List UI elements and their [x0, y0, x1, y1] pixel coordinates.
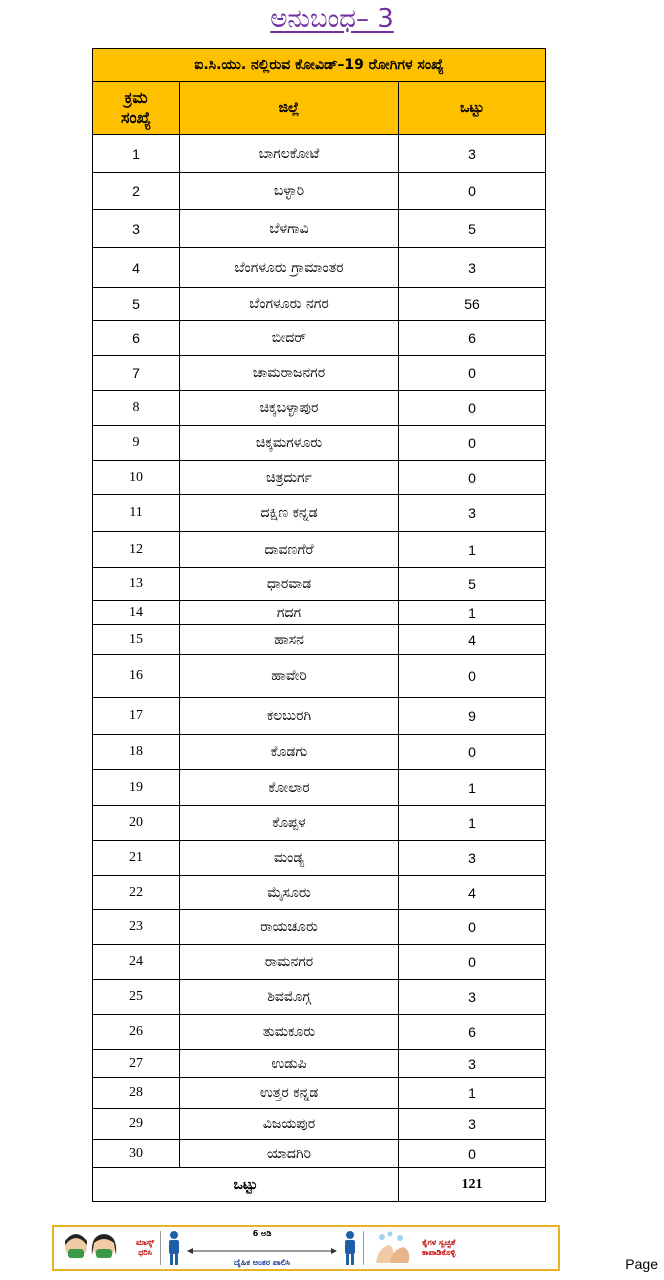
- district-cell: ದಕ್ಷಿಣ ಕನ್ನಡ: [180, 495, 399, 532]
- masked-faces-icon: [60, 1229, 130, 1267]
- count-cell: 1: [399, 532, 546, 568]
- district-cell: ಶಿವಮೊಗ್ಗ: [180, 980, 399, 1015]
- table-row: [93, 426, 546, 461]
- table-row: [93, 1050, 546, 1078]
- district-cell: ಕೊಪ್ಪಳ: [180, 806, 399, 841]
- table-row: [93, 1078, 546, 1109]
- table-row: [93, 135, 546, 173]
- serial-cell: 4: [93, 248, 180, 288]
- serial-cell: 13: [93, 568, 180, 601]
- distance-value: 6 ಅಡಿ: [252, 1228, 272, 1238]
- district-cell: ಬಾಗಲಕೋಟೆ: [180, 135, 399, 173]
- table-row: [93, 210, 546, 248]
- district-cell: ದಾವಣಗೆರೆ: [180, 532, 399, 568]
- district-cell: ಗದಗ: [180, 601, 399, 625]
- district-cell: ತುಮಕೂರು: [180, 1015, 399, 1050]
- mask-text-line1: ಮಾಸ್ಕ್: [136, 1238, 155, 1247]
- count-cell: 9: [399, 698, 546, 735]
- district-cell: ಬೆಳಗಾವಿ: [180, 210, 399, 248]
- serial-cell: 29: [93, 1109, 180, 1140]
- serial-cell: 22: [93, 876, 180, 910]
- count-cell: 56: [399, 288, 546, 321]
- district-cell: ಯಾದಗಿರಿ: [180, 1140, 399, 1168]
- serial-cell: 3: [93, 210, 180, 248]
- district-cell: ಧಾರವಾಡ: [180, 568, 399, 601]
- table-row: [93, 625, 546, 655]
- serial-header: [93, 82, 180, 135]
- table-row: [93, 356, 546, 391]
- serial-cell: 9: [93, 426, 180, 461]
- serial-cell: 18: [93, 735, 180, 770]
- district-cell: ಉಡುಪಿ: [180, 1050, 399, 1078]
- district-cell: ಉತ್ತರ ಕನ್ನಡ: [180, 1078, 399, 1109]
- person-left-icon: [167, 1230, 181, 1266]
- serial-cell: 5: [93, 288, 180, 321]
- banner-divider: [160, 1231, 161, 1265]
- count-cell: 0: [399, 945, 546, 980]
- serial-cell: 8: [93, 391, 180, 426]
- count-cell: 3: [399, 841, 546, 876]
- page-title: ಅನುಬಂಧ– 3: [270, 4, 394, 34]
- serial-cell: 27: [93, 1050, 180, 1078]
- count-cell: 0: [399, 391, 546, 426]
- table-row: [93, 980, 546, 1015]
- count-cell: 0: [399, 426, 546, 461]
- district-cell: ಚಿಕ್ಕಬಳ್ಳಾಪುರ: [180, 391, 399, 426]
- serial-cell: 26: [93, 1015, 180, 1050]
- count-cell: 6: [399, 321, 546, 356]
- table-row: [93, 461, 546, 495]
- district-cell: ಕೊಡಗು: [180, 735, 399, 770]
- serial-cell: 30: [93, 1140, 180, 1168]
- serial-cell: 23: [93, 910, 180, 945]
- district-cell: ಮಂಡ್ಯ: [180, 841, 399, 876]
- table-row: [93, 841, 546, 876]
- district-cell: ಬೀದರ್: [180, 321, 399, 356]
- district-header: ಜಿಲ್ಲೆ: [180, 82, 399, 135]
- table-row: [93, 248, 546, 288]
- serial-cell: 21: [93, 841, 180, 876]
- district-cell: ರಾಯಚೂರು: [180, 910, 399, 945]
- count-cell: 0: [399, 461, 546, 495]
- count-cell: 0: [399, 356, 546, 391]
- mask-text: [136, 1238, 154, 1258]
- serial-cell: 10: [93, 461, 180, 495]
- district-cell: ಬೆಂಗಳೂರು ನಗರ: [180, 288, 399, 321]
- district-cell: ಚಾಮರಾಜನಗರ: [180, 356, 399, 391]
- handwash-section: [370, 1227, 455, 1269]
- serial-cell: 7: [93, 356, 180, 391]
- count-cell: 1: [399, 601, 546, 625]
- handwash-text-line2: ಕಾಪಾಡಿಕೊಳ್ಳಿ: [422, 1248, 456, 1257]
- handwash-text: [422, 1238, 455, 1258]
- count-cell: 5: [399, 568, 546, 601]
- table-row: [93, 391, 546, 426]
- count-cell: 0: [399, 910, 546, 945]
- serial-cell: 12: [93, 532, 180, 568]
- table-row: [93, 910, 546, 945]
- table-row: [93, 698, 546, 735]
- table-row: [93, 601, 546, 625]
- serial-header-line2: ಸಂಖ್ಯೆ: [120, 108, 152, 127]
- table-row: [93, 655, 546, 698]
- distance-text: ದೈಹಿಕ ಅಂತರ ಪಾಲಿಸಿ: [234, 1257, 291, 1267]
- district-cell: ಚಿತ್ರದುರ್ಗ: [180, 461, 399, 495]
- distance-indicator: [187, 1229, 337, 1268]
- district-cell: ಹಾಸನ: [180, 625, 399, 655]
- double-arrow-icon: [187, 1248, 337, 1254]
- district-cell: ಕಲಬುರಗಿ: [180, 698, 399, 735]
- serial-cell: 24: [93, 945, 180, 980]
- table-row: [93, 173, 546, 210]
- count-cell: 3: [399, 495, 546, 532]
- count-cell: 1: [399, 770, 546, 806]
- total-header: ಒಟ್ಟು: [399, 82, 546, 135]
- district-cell: ಬಳ್ಳಾರಿ: [180, 173, 399, 210]
- count-cell: 3: [399, 248, 546, 288]
- table-row: [93, 876, 546, 910]
- table-row: [93, 735, 546, 770]
- count-cell: 1: [399, 806, 546, 841]
- serial-cell: 15: [93, 625, 180, 655]
- table-row: [93, 321, 546, 356]
- count-cell: 0: [399, 173, 546, 210]
- mask-section: [60, 1227, 154, 1269]
- serial-cell: 11: [93, 495, 180, 532]
- person-right-icon: [343, 1230, 357, 1266]
- district-cell: ಕೋಲಾರ: [180, 770, 399, 806]
- count-cell: 3: [399, 135, 546, 173]
- serial-cell: 16: [93, 655, 180, 698]
- serial-cell: 1: [93, 135, 180, 173]
- table-row: [93, 1015, 546, 1050]
- count-cell: 0: [399, 1140, 546, 1168]
- serial-header-line1: ಕ್ರಮ: [124, 88, 148, 107]
- count-cell: 3: [399, 1109, 546, 1140]
- district-cell: ರಾಮನಗರ: [180, 945, 399, 980]
- table-row: [93, 806, 546, 841]
- district-cell: ಬೆಂಗಳೂರು ಗ್ರಾಮಾಂತರ: [180, 248, 399, 288]
- district-cell: ಹಾವೇರಿ: [180, 655, 399, 698]
- serial-cell: 25: [93, 980, 180, 1015]
- serial-cell: 17: [93, 698, 180, 735]
- serial-cell: 14: [93, 601, 180, 625]
- distance-section: [167, 1227, 357, 1269]
- table-row: [93, 945, 546, 980]
- district-cell: ಮೈಸೂರು: [180, 876, 399, 910]
- count-cell: 4: [399, 625, 546, 655]
- serial-cell: 6: [93, 321, 180, 356]
- count-cell: 0: [399, 655, 546, 698]
- table-row: [93, 532, 546, 568]
- count-cell: 1: [399, 1078, 546, 1109]
- handwash-text-line1: ಕೈಗಳ ಸ್ವಚ್ಛತೆ: [422, 1238, 456, 1247]
- table-row: [93, 568, 546, 601]
- table-row: [93, 1109, 546, 1140]
- mask-text-line2: ಧರಿಸಿ: [138, 1248, 152, 1257]
- handwash-icon: [370, 1229, 418, 1267]
- count-cell: 6: [399, 1015, 546, 1050]
- serial-cell: 20: [93, 806, 180, 841]
- covid-safety-banner: [52, 1225, 560, 1271]
- table-row: [93, 770, 546, 806]
- serial-cell: 28: [93, 1078, 180, 1109]
- table-row: [93, 288, 546, 321]
- district-cell: ಚಿಕ್ಕಮಗಳೂರು: [180, 426, 399, 461]
- count-cell: 5: [399, 210, 546, 248]
- total-value: 121: [399, 1168, 546, 1202]
- count-cell: 3: [399, 1050, 546, 1078]
- icu-covid-table: [92, 48, 546, 1202]
- total-label: ಒಟ್ಟು: [93, 1168, 399, 1202]
- table-caption: ಐ.ಸಿ.ಯು. ನಲ್ಲಿರುವ ಕೋವಿಡ್–19 ರೋಗಿಗಳ ಸಂಖ್ಯೆ: [93, 49, 546, 82]
- table-row: [93, 495, 546, 532]
- banner-divider: [363, 1231, 364, 1265]
- serial-cell: 2: [93, 173, 180, 210]
- serial-cell: 19: [93, 770, 180, 806]
- count-cell: 0: [399, 735, 546, 770]
- page-label: Page: [625, 1256, 658, 1272]
- count-cell: 3: [399, 980, 546, 1015]
- district-cell: ವಿಜಯಪುರ: [180, 1109, 399, 1140]
- count-cell: 4: [399, 876, 546, 910]
- table-row: [93, 1140, 546, 1168]
